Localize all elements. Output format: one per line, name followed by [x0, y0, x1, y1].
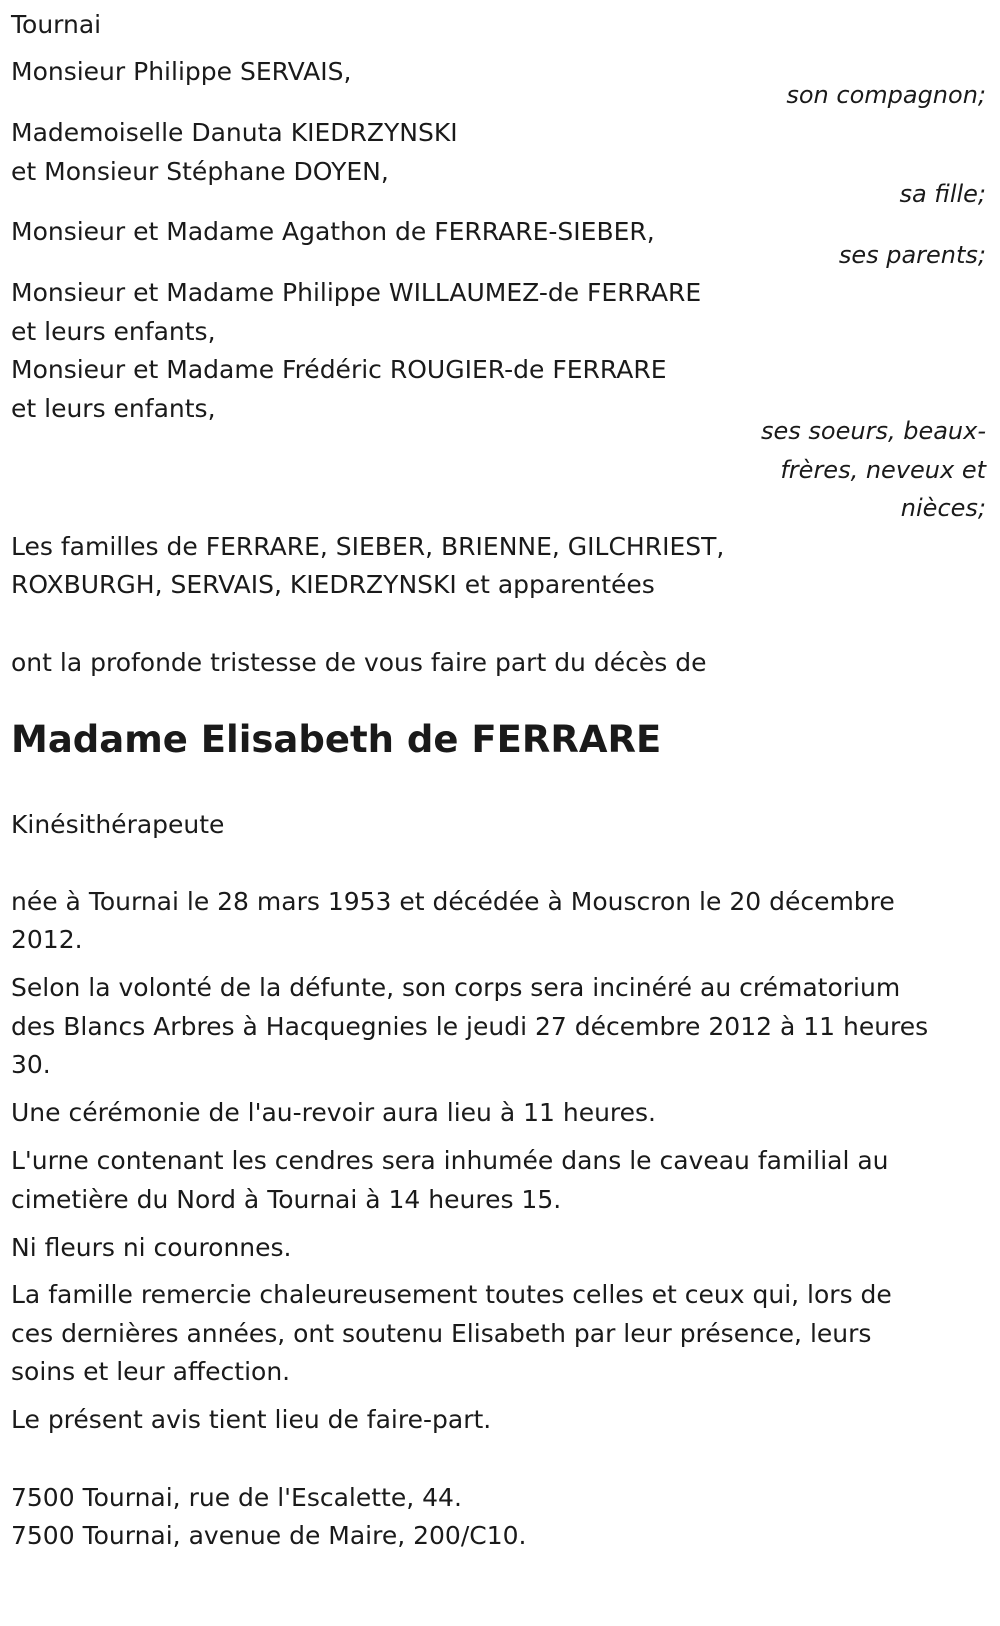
family-line-sister-2-children: et leurs enfants, — [11, 394, 216, 423]
announcement-line: ont la profonde tristesse de vous faire part du décès de — [11, 648, 707, 677]
relation-companion: son compagnon; — [786, 81, 986, 109]
urn-line-1: L'urne contenant les cendres sera inhumée dans le caveau familial au — [11, 1146, 889, 1175]
birth-death-line-1: née à Tournai le 28 mars 1953 et décédée à Mouscron le 20 décembre — [11, 887, 895, 916]
cremation-line-3: 30. — [11, 1050, 51, 1079]
urn-line-2: cimetière du Nord à Tournai à 14 heures 15. — [11, 1185, 562, 1214]
address-2: 7500 Tournai, avenue de Maire, 200/C10. — [11, 1521, 527, 1550]
address-1: 7500 Tournai, rue de l'Escalette, 44. — [11, 1483, 462, 1512]
profession: Kinésithérapeute — [11, 810, 225, 839]
thanks-line-1: La famille remercie chaleureusement toutes celles et ceux qui, lors de — [11, 1280, 892, 1309]
notice-line: Le présent avis tient lieu de faire-part. — [11, 1405, 492, 1434]
families-line-2: ROXBURGH, SERVAIS, KIEDRZYNSKI et apparentées — [11, 570, 655, 599]
thanks-line-3: soins et leur affection. — [11, 1357, 291, 1386]
relation-siblings-1: ses soeurs, beaux- — [761, 417, 986, 445]
relation-parents: ses parents; — [838, 241, 986, 269]
cremation-line-1: Selon la volonté de la défunte, son corps sera incinéré au crématorium — [11, 973, 901, 1002]
family-line-sister-1: Monsieur et Madame Philippe WILLAUMEZ-de FERRARE — [11, 278, 702, 307]
city-heading: Tournai — [11, 10, 102, 39]
family-line-sister-2: Monsieur et Madame Frédéric ROUGIER-de FERRARE — [11, 355, 667, 384]
cremation-line-2: des Blancs Arbres à Hacquegnies le jeudi 27 décembre 2012 à 11 heures — [11, 1012, 929, 1041]
family-line-daughter: Mademoiselle Danuta KIEDRZYNSKI — [11, 118, 458, 147]
relation-daughter: sa fille; — [899, 180, 986, 208]
family-line-daughter-partner: et Monsieur Stéphane DOYEN, — [11, 157, 389, 186]
ceremony-line: Une cérémonie de l'au-revoir aura lieu à 11 heures. — [11, 1098, 656, 1127]
deceased-name: Madame Elisabeth de FERRARE — [11, 718, 662, 761]
family-line-companion: Monsieur Philippe SERVAIS, — [11, 57, 352, 86]
flowers-line: Ni fleurs ni couronnes. — [11, 1233, 292, 1262]
family-line-parents: Monsieur et Madame Agathon de FERRARE-SIEBER, — [11, 217, 655, 246]
relation-siblings-2: frères, neveux et — [780, 456, 986, 484]
relation-siblings-3: nièces; — [900, 494, 986, 522]
families-line-1: Les familles de FERRARE, SIEBER, BRIENNE, GILCHRIEST, — [11, 532, 725, 561]
thanks-line-2: ces dernières années, ont soutenu Elisabeth par leur présence, leurs — [11, 1319, 872, 1348]
family-line-sister-1-children: et leurs enfants, — [11, 317, 216, 346]
birth-death-line-2: 2012. — [11, 925, 83, 954]
